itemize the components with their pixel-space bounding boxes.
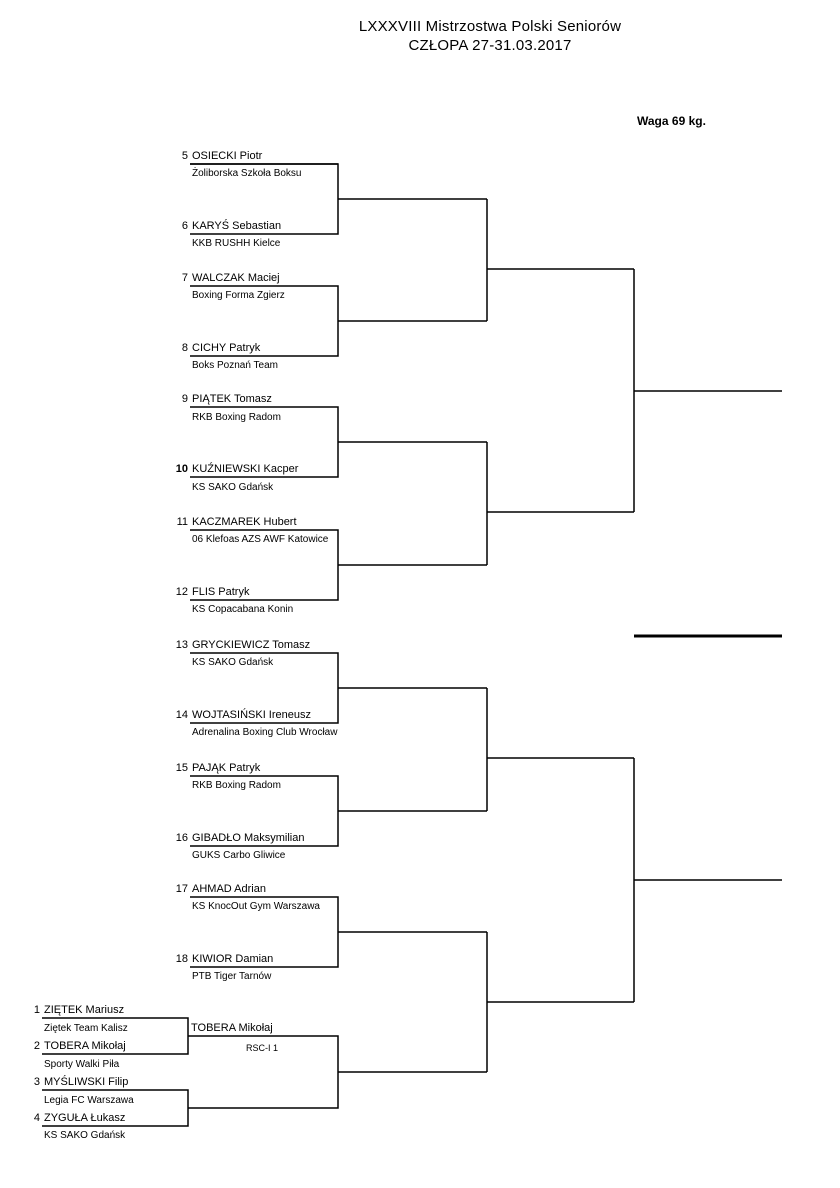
fighter-entry: 11 KACZMAREK Hubert <box>176 516 297 528</box>
fighter-club: PTB Tiger Tarnów <box>192 971 272 982</box>
fighter-entry: 6 KARYŚ Sebastian <box>181 220 282 232</box>
fighter-entry: 10 KUŹNIEWSKI Kacper <box>175 463 299 475</box>
fighter-club: Adrenalina Boxing Club Wrocław <box>192 727 338 738</box>
fighter-entry: 8 CICHY Patryk <box>181 342 261 354</box>
fighter-club: RKB Boxing Radom <box>192 780 281 791</box>
fighter-club: Boks Poznań Team <box>192 360 278 371</box>
event-location-date: CZŁOPA 27-31.03.2017 <box>408 37 572 54</box>
fighter-club: KS SAKO Gdańsk <box>192 482 274 493</box>
fighter-club: Żoliborska Szkoła Boksu <box>192 168 302 179</box>
fighter-entry: 12 FLIS Patryk <box>175 586 250 598</box>
prelim-fighter-entry: 3 MYŚLIWSKI Filip <box>33 1076 129 1088</box>
prelim-fighter-club: Ziętek Team Kalisz <box>44 1023 128 1034</box>
prelim-fighter-club: Legia FC Warszawa <box>44 1095 134 1106</box>
fighter-club: GUKS Carbo Gliwice <box>192 850 286 861</box>
fighter-club: KS SAKO Gdańsk <box>192 657 274 668</box>
fighter-club: RKB Boxing Radom <box>192 412 281 423</box>
weight-class: Waga 69 kg. <box>637 114 706 128</box>
fighter-entry: 9 PIĄTEK Tomasz <box>181 393 272 405</box>
fighter-entry: 15 PAJĄK Patryk <box>175 762 261 774</box>
fighter-club: KS KnocOut Gym Warszawa <box>192 901 320 912</box>
fighter-entry: 16 GIBADŁO Maksymilian <box>175 832 305 844</box>
prelim-fighter-club: KS SAKO Gdańsk <box>44 1130 126 1141</box>
prelim-fighter-entry: 2 TOBERA Mikołaj <box>33 1040 126 1052</box>
fighter-entry: 7 WALCZAK Maciej <box>181 272 280 284</box>
fighter-club: 06 Klefoas AZS AWF Katowice <box>192 534 329 545</box>
fighter-club: Boxing Forma Zgierz <box>192 290 285 301</box>
event-title: LXXXVIII Mistrzostwa Polski Seniorów <box>358 18 622 35</box>
fighter-club: KS Copacabana Konin <box>192 604 294 615</box>
fighter-entry: 5 OSIECKI Piotr <box>181 150 263 162</box>
fighter-entry: 18 KIWIOR Damian <box>175 953 274 965</box>
fighter-club: KKB RUSHH Kielce <box>192 238 281 249</box>
prelim-winner: TOBERA Mikołaj <box>191 1022 273 1034</box>
fighter-entry: 17 AHMAD Adrian <box>175 883 266 895</box>
prelim-result: RSC-I 1 <box>246 1043 279 1053</box>
prelim-fighter-entry: 4 ZYGUŁA Łukasz <box>33 1112 126 1124</box>
prelim-fighter-entry: 1 ZIĘTEK Mariusz <box>33 1004 125 1016</box>
fighter-entry: 13 GRYCKIEWICZ Tomasz <box>175 639 311 651</box>
fighter-entry: 14 WOJTASIŃSKI Ireneusz <box>175 709 311 721</box>
prelim-fighter-club: Sporty Walki Piła <box>44 1059 120 1070</box>
